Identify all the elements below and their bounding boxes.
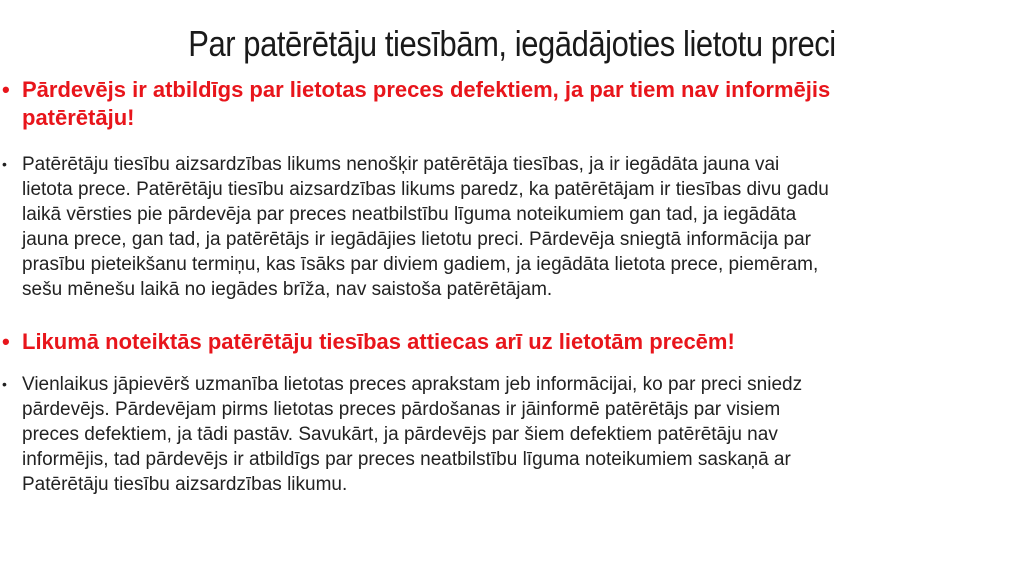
bullet-line: laikā vērsties pie pārdevēja par preces neatbilstību līguma noteikumiem gan tad, ja iegādāta bbox=[22, 204, 797, 225]
bullet-dot-icon: • bbox=[2, 77, 10, 102]
bullet-line: Vienlaikus jāpievērš uzmanība lietotas preces aprakstam jeb informācijai, ko par preci sniedz bbox=[22, 374, 803, 395]
slide-title: Par patērētāju tiesībām, iegādājoties lietotu preci bbox=[188, 23, 836, 64]
bullet-line: prasību pieteikšanu termiņu, kas īsāks par diviem gadiem, ja iegādāta lietota prece, piemēram, bbox=[22, 254, 819, 275]
bullet-line: informējis, tad pārdevējs ir atbildīgs par preces neatbilstību līguma noteikumiem saskaņā ar bbox=[22, 449, 791, 470]
bullet-dot-icon: • bbox=[2, 376, 7, 392]
bullet-line: Patērētāju tiesību aizsardzības likums nenošķir patērētāja tiesības, ja ir iegādāta jauna vai bbox=[22, 154, 780, 175]
bullet-body-law-rights bbox=[0, 152, 1002, 302]
bullet-dot-icon: • bbox=[2, 329, 10, 354]
bullet-line: patērētāju! bbox=[22, 105, 135, 130]
bullet-highlight-seller-liability bbox=[0, 76, 1002, 132]
bullet-line: Pārdevējs ir atbildīgs par lietotas preces defektiem, ja par tiem nav informējis bbox=[22, 77, 831, 102]
bullet-line: lietota prece. Patērētāju tiesību aizsardzības likums paredz, ka patērētājam ir tiesības divu gadu bbox=[22, 179, 829, 200]
bullet-line: pārdevējs. Pārdevējam pirms lietotas preces pārdošanas ir jāinformē patērētājs par visiem bbox=[22, 399, 781, 420]
bullet-line: jauna prece, gan tad, ja patērētājs ir iegādājies lietotu preci. Pārdevēja sniegtā informācija par bbox=[22, 229, 811, 250]
bullet-line: preces defektiem, ja tādi pastāv. Savukārt, ja pārdevējs par šiem defektiem patērētāju nav bbox=[22, 424, 778, 445]
bullet-body-product-description bbox=[0, 372, 1002, 497]
bullet-highlight-used-goods-rights bbox=[0, 328, 1002, 356]
bullet-line: sešu mēnešu laikā no iegādes brīža, nav saistoša patērētājam. bbox=[22, 279, 553, 300]
bullet-line: Patērētāju tiesību aizsardzības likumu. bbox=[22, 474, 348, 495]
bullet-line: Likumā noteiktās patērētāju tiesības attiecas arī uz lietotām precēm! bbox=[22, 329, 735, 354]
bullet-dot-icon: • bbox=[2, 156, 7, 172]
